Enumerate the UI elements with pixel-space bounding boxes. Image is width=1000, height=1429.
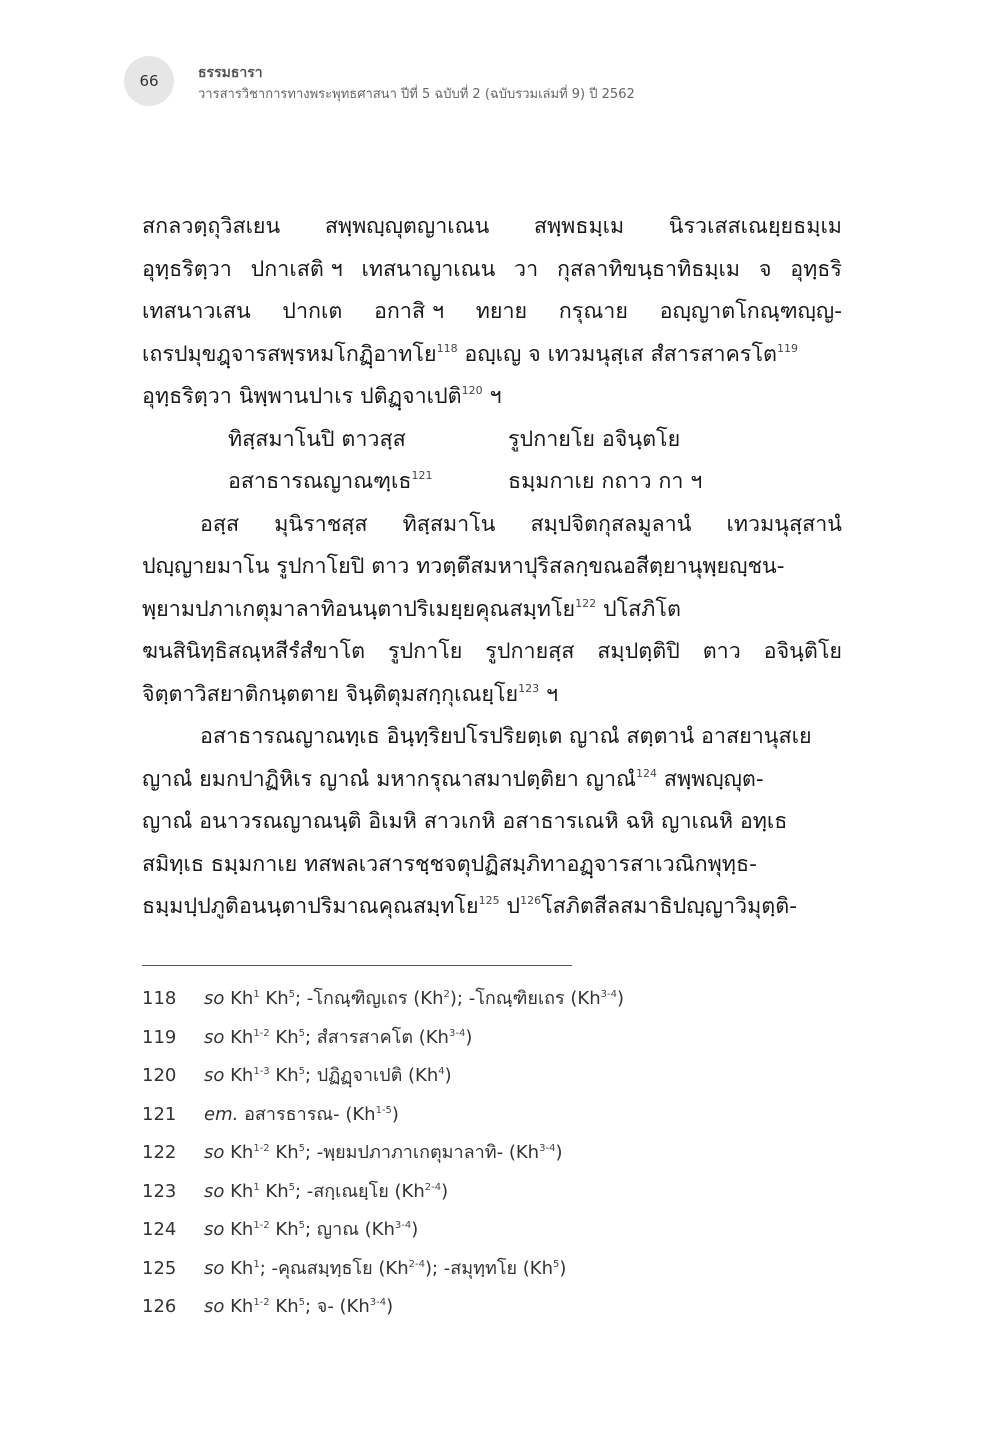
footnote-ref: 118	[436, 341, 458, 355]
footnote-ref: 123	[518, 681, 540, 695]
journal-subtitle: วารสารวิชาการทางพระพุทธศาสนา ปีที่ 5 ฉบับที่ 2 (ฉบับรวมเล่มที่ 9) ปี 2562	[198, 87, 635, 102]
footnote-divider	[142, 965, 572, 966]
text-line: เถรปมุขฎฺจารสพฺรหมโกฏฺิอาทโย$^{118}$ อญฺเญ จ เทวมนุสฺเส สํสารสาครโต$^{119}$	[142, 341, 798, 367]
footnote-125: 125 so Kh$^1$; -คุณสมฺทฺธโย (Kh$^{2-4}$); -สมุทฺทโย (Kh$^5$)	[142, 1257, 567, 1279]
main-text	[142, 206, 842, 929]
verse-line: อสาธารณญาณฑฺเธ$^{121}$ ธมฺมกาเย กถาว กา ฯ	[228, 469, 703, 494]
text-line: สกลวตฺถุวิสเยน สพฺพญฺญุตญาเณน สพฺพธมฺเม นิรวเสสเณยฺยธมฺเม	[142, 214, 842, 239]
footnote-ref: 126	[520, 894, 542, 907]
footnote-118: 118 so Kh$^1$ Kh$^5$; -โกณฺฑิญเถร (Kh$^2$); -โกณฺฑิยเถร (Kh$^{3-4}$)	[142, 988, 624, 1009]
verse-line: ทิสฺสมาโนปิ ตาวสฺส รูปกายโย อจินฺตโย	[228, 426, 681, 452]
footnote-122: 122 so Kh$^{1-2}$ Kh$^5$; -พฺยมปภาภาเกตุมาลาทิ- (Kh$^{3-4}$)	[142, 1142, 563, 1163]
footnote-119: 119 so Kh$^{1-2}$ Kh$^5$; สํสารสาคโต (Kh$^{3-4}$)	[142, 1026, 473, 1048]
text-line: อุทฺธริตฺวา ปกาเสติ ฯ เทสนาญาเณน วา กุสลาทิขนฺธาทิธมฺเม จ อุทฺธริ	[142, 256, 842, 282]
text-line: ญาณํ อนาวรณญาณนฺติ อิเมหิ สาวเกหิ อสาธารเณหิ ฉหิ ญาเณหิ อทฺเธ	[142, 809, 788, 834]
text-line: ฆนสินิทฺธิสณฺหสีรํสํขาโต รูปกาโย รูปกายสฺส สมฺปตฺติปิ ตาว อจินฺติโย	[142, 639, 842, 664]
footnote-123: 123 so Kh$^1$ Kh$^5$; -สกฺเณยฺโย (Kh$^{2-4}$)	[142, 1180, 449, 1202]
text-line: พฺยามปภาเกตุมาลาทิอนนฺตาปริเมยฺยคุณสมฺทโย$^{122}$ ปโสภิโต	[142, 596, 681, 622]
footnote-124: 124 so Kh$^{1-2}$ Kh$^5$; ญาณ (Kh$^{3-4}$)	[142, 1219, 419, 1240]
journal-title: ธรรมธารา	[198, 65, 263, 81]
footnotes	[142, 980, 842, 1327]
footnote-126: 126 so Kh$^{1-2}$ Kh$^5$; จ- (Kh$^{3-4}$)	[142, 1296, 394, 1317]
text-line: จิตฺตาวิสยาติกนฺตตาย จินฺติตุมสกฺกุเณยฺโย$^{123}$ ฯ	[142, 681, 559, 707]
footnote-ref: 120	[461, 384, 483, 397]
text-line: อสฺส มุนิราชสฺส ทิสฺสมาโน สมฺปจิตกุสลมูลานํ เทวมนุสฺสานํ	[200, 511, 842, 537]
text-line: ธมฺมปฺปภูติอนนฺตาปริมาณคุณสมฺทโย$^{125}$ ป$^{126}$โสภิตสีลสมาธิปญฺญาวิมุตฺติ-	[142, 894, 797, 919]
footnote-ref: 122	[575, 596, 597, 610]
footnote-ref: 121	[411, 469, 433, 482]
text-line: ปญฺญายมาโน รูปกาโยปิ ตาว ทวตฺตึสมหาปุริสลกฺขณอสีตฺยานุพฺยญฺชน-	[142, 554, 785, 579]
text-line: ญาณํ ยมกปาฏิหิเร ญาณํ มหากรุณาสมาปตฺติยา ญาณํ$^{124}$ สพฺพญฺญุต-	[142, 766, 764, 792]
footnote-ref: 125	[478, 894, 500, 907]
footnote-120: 120 so Kh$^{1-3}$ Kh$^5$; ปฏิฏฺจาเปติ (Kh$^4$)	[142, 1065, 452, 1086]
text-line: สมิทฺเธ ธมฺมกาเย ทสพลเวสารชฺชจตุปฏิสมฺภิทาอฏฺจารสาเวณิกพุทฺธ-	[142, 851, 757, 877]
text-line: เทสนาวเสน ปากเต อกาสิ ฯ ทยาย กรุณาย อญฺญาตโกณฺฑญฺญ-	[142, 299, 842, 324]
footnote-ref: 119	[776, 341, 798, 355]
text-line: อสาธารณญาณทฺเธ อินฺทฺริยปโรปริยตฺเต ญาณํ สตฺตานํ อาสยานุสเย	[200, 724, 812, 749]
footnote-121: 121 em. อสารธารณ- (Kh$^{1-5}$)	[142, 1103, 399, 1125]
page-number-badge: 66	[124, 56, 174, 106]
text-line: อุทฺธริตฺวา นิพฺพานปาเร ปติฏฺจาเปติ$^{120}$ ฯ	[142, 384, 502, 409]
footnote-ref: 124	[635, 766, 657, 780]
